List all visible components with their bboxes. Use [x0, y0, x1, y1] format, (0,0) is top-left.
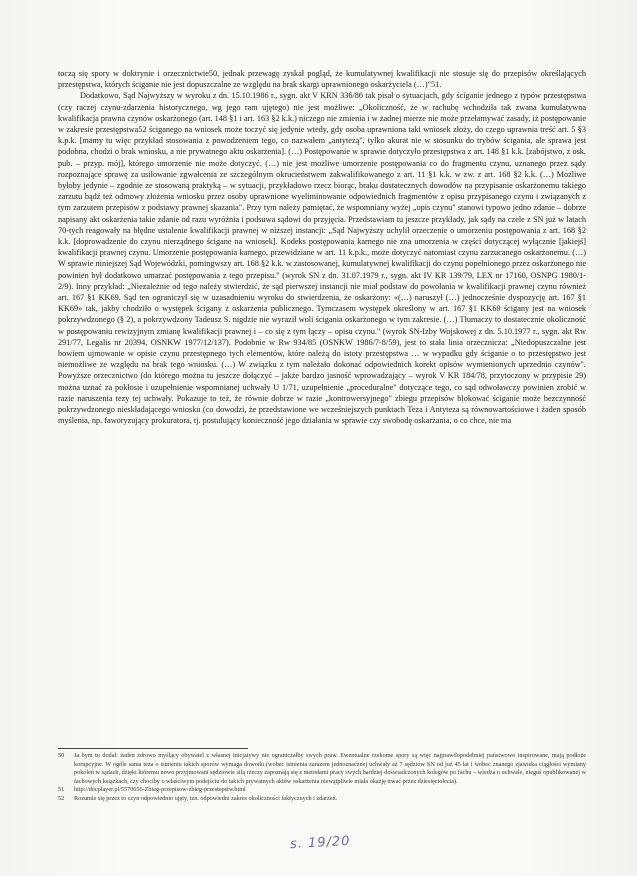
- footnote-text: Ja bym tu dodał: żaden zdrowo myślący obywatel z własnej inicjatywy nie ograniczałby swych praw. Ewentualne rzekome spory są więc najprawdopodobniej państwowo inspirowane, mają podłoże korupcyjne. W ogóle sama teza o istnieniu takich sporów wymaga dowodu (wobec istnienia zarazem jednoznacznej uchwały aż 7 sędziów SN od już 45 lat i wobec znanego zjawiska ciągłości wymiany pokoleń w sądach, dzięki któremu nowo przyjmowani sędziowie siłą rzeczy zapoznają się z metodami pracy swych bardziej doświadczonych kolegów po fachu – wiedza o uchwale, nieguś opublikowanej w fachowych książkach, czy chociby o właściwym podejściu do takich prywatnych aktów oskarżenia niewątpliwie miała okazję trwać przez dziesięciolecia).: [74, 752, 586, 785]
- footnotes: [58, 752, 586, 804]
- footnote-number: 51: [58, 786, 65, 794]
- footnote-50: [58, 752, 586, 786]
- footnote-52: [58, 795, 586, 804]
- handwritten-page-mark: s. 19/20: [289, 833, 351, 853]
- footnote-number: 50: [58, 752, 65, 759]
- paragraph-main: Dodatkowo, Sąd Najwyższy w wyroku z dn. 15.10.1986 r., sygn. akt V KRN 336/86 tak pisał o sytuacjach, gdy ściganie jednego z typów przestępstwa (czy raczej czynu-zdarzenia historycznego, wg jego ram ujętego) nie jest możliwe: „Okoliczność, że w rachubę wchodziła tak zwana kumulatywna kwalifikacja prawna czynów oskarżonego (art. 148 §1 i art. 163 §2 k.k.) niczego nie zmienia i w żadnej mierze nie może przełamywać zasady, iż postępowanie w zakresie przestępstwa52 ściganego na wniosek może toczyć się jedynie wtedy, gdy osoba uprawniona taki wniosek złoży, do czego uprawnia treść art. 5 §3 k.p.k. [mamy tu więc przykład stosowania z powodzeniem tego, co nazwałem „antytezą", tylko akurat nie w stosunku do trybów ścigania, ale sprawa jest podobna, chodzi o brak wniosku, a nie prywatnego aktu oskarżenia]. (…) Postępowanie w sprawie dotyczyło przestępstwa z art. 148 §1 k.k. [zabójstwo, z osk. pub. – przyp. mój], którego umorzenie nie może dotyczyć. (…) nie jest możliwe umorzenie postępowania co do fragmentu czynu, uznanego przez sądy rozpoznające sprawę za usiłowanie zgwałcenia ze szczególnym okrucieństwem zakwalifikowanego z art. 11 §1 k.k. w zw. z art. 168 §2 k.k. (…) Możliwe byłoby jedynie – zgodnie ze stosowaną praktyką – w sytuacji, przykładowo rzecz biorąc, braku dostatecznych dowodów na przypisanie oskarżonemu takiego zarzutu bądź też odmowy złożenia wniosku przez osoby uprawnione wyeliminowanie odpowiednich fragmentów z opisu przypisanego czynu i związanych z tym zarzutem przepisów z podstawy prawnej skazania". Przy tym należy pamiętać, że wspomniany wyżej „opis czynu" stanowi typowo jedno zdanie – dobrze napisany akt oskarżenia takie zdanie od razu wyróżnia i podsuwa sądowi do przyjęcia. Przedstawiam tu jeszcze przykłady, jak sądy na czele z SN już w latach 70-tych reagowały na błędne ustalenie kwalifikacji prawnej w niższej instancji: „Sąd Najwyższy uchylił orzeczenie o umorzeniu postępowania z art. 168 §2 k.k. [doprowadzenie do czynu nierządnego ścigane na wniosek]. Kodeks postępowania karnego nie zna umorzenia w części dotyczącej wyłącznie [jakiejś] kwalifikacji prawnej czynu. Umorzenie postępowania karnego, przewidziane w art. 11 k.p.k., może dotyczyć natomiast czynu zarzucanego oskarżonemu. (…) W sprawie niniejszej Sąd Wojewódzki, pomingwszy art. 168 §2 k.k. w zastosowanej, kumulatywnej kwalifikacji do czynu popełnionego przez oskarżonego nie powinien był dodatkowo umarzać postępowania z tego przepisu." (wyrok SN z dn. 31.07.1979 r., sygn. akt IV KR 139/79, LEX nr 17160, OSNPG 1980/1-2/9). Inny przykład: „Niezależnie od tego należy stwierdzić, że sąd pierwszej instancji nie miał podstaw do powołania w kwalifikacji prawnej czynu również art. 167 §1 KK69. Sąd ten ograniczył się w uzasadnieniu wyroku do stwierdzenia, że oskarżony: «(…) naruszył (…) jednocześnie dyspozycję art. 167 §1 KK69» tak, jakby chodziło o występek ścigany z oskarżenia publicznego. Tymczasem występek określony w art. 167 §1 KK69 ścigany jest na wniosek pokrzywdzonego (§ 2), a pokrzywdzony Tadeusz S. nigdzie nie wyraził woli ścigania oskarżonego w tym zakresie. (…) Tłumaczy to dostatecznie okoliczność w postępowaniu rewizyjnym zmianę kwalifikacji prawnej i – co się z tym łączy – opisu czynu." (wyrok SN-Izby Wojskowej z dn. 5.10.1977 r., sygn. akt Rw 291/77, Legalis nr 20394, OSNKW 1977/12/137). Podobnie w Rw 934/85 (OSNKW 1986/7-8/59), jest to stała linia orzecznicza: „Niedopuszczalne jest bowiem ujmowanie w opisie czynu przestępnego tych elementów, które należą do istoty przestępstwa … w wypadku gdy ściganie o to przestępstwo jest niemożliwe ze względu na brak tego wniosku. (…) W związku z tym należało dokonać odpowiednich korekt opisów wymienionych uprzednio czynów". Powyższe orzecznictwo (do którego można tu jeszcze dołączyć – jakże bardzo jasność wprowadzający – wyrok V KR 184/78, przytoczony w przypisie 29) można uznać za pokłosie i uzupełnienie wspomnianej uchwały U 1/71, uzupełnienie „proceduralne" dotyczące tego, co sąd odwoławczy powinien zrobić w razie naruszenia tezy tej uchwały. Pokazuje to też, że równie dobrze w razie „kontrowersyjnego" zbiegu przepisów blokować ściganie może bezczynność pokrzywdzonego nieskładającego wniosku (co dowodzi, że przedstawione we wcześniejszych punktach Teza i Antyteza są równowartościowe i żaden sposób myślenia, np. faworyzujący prokuratora, tj. postulujący konieczność jego działania w sprawie czy swobodę oskarżania, o co chce, nie ma: [58, 91, 586, 426]
- footnote-number: 52: [58, 794, 65, 802]
- body-text: [58, 68, 586, 427]
- footnote-51: [58, 786, 586, 795]
- footnote-text: Rozumie się przez to czyn odpowiednio ujęty, tzn. odpowiedni zakres okoliczności faktycznych i zdarzeń.: [74, 794, 338, 802]
- footnote-separator: [58, 748, 248, 749]
- footnote-link[interactable]: http://docplayer.pl/5570656-Zbieg-przepisow-zbieg-przestepstw.html: [74, 786, 246, 794]
- paragraph-continuation: toczą się spory w doktrynie i orzecznictwie50, jednak przewagę zyskał pogląd, że kumulatywnej kwalifikacji nie stosuje się do przepisów określających przestępstwa, których ściganie nie jest dopuszczalne ze względu na brak skargi uprawnionego oskarżyciela (…)"51.: [58, 69, 586, 90]
